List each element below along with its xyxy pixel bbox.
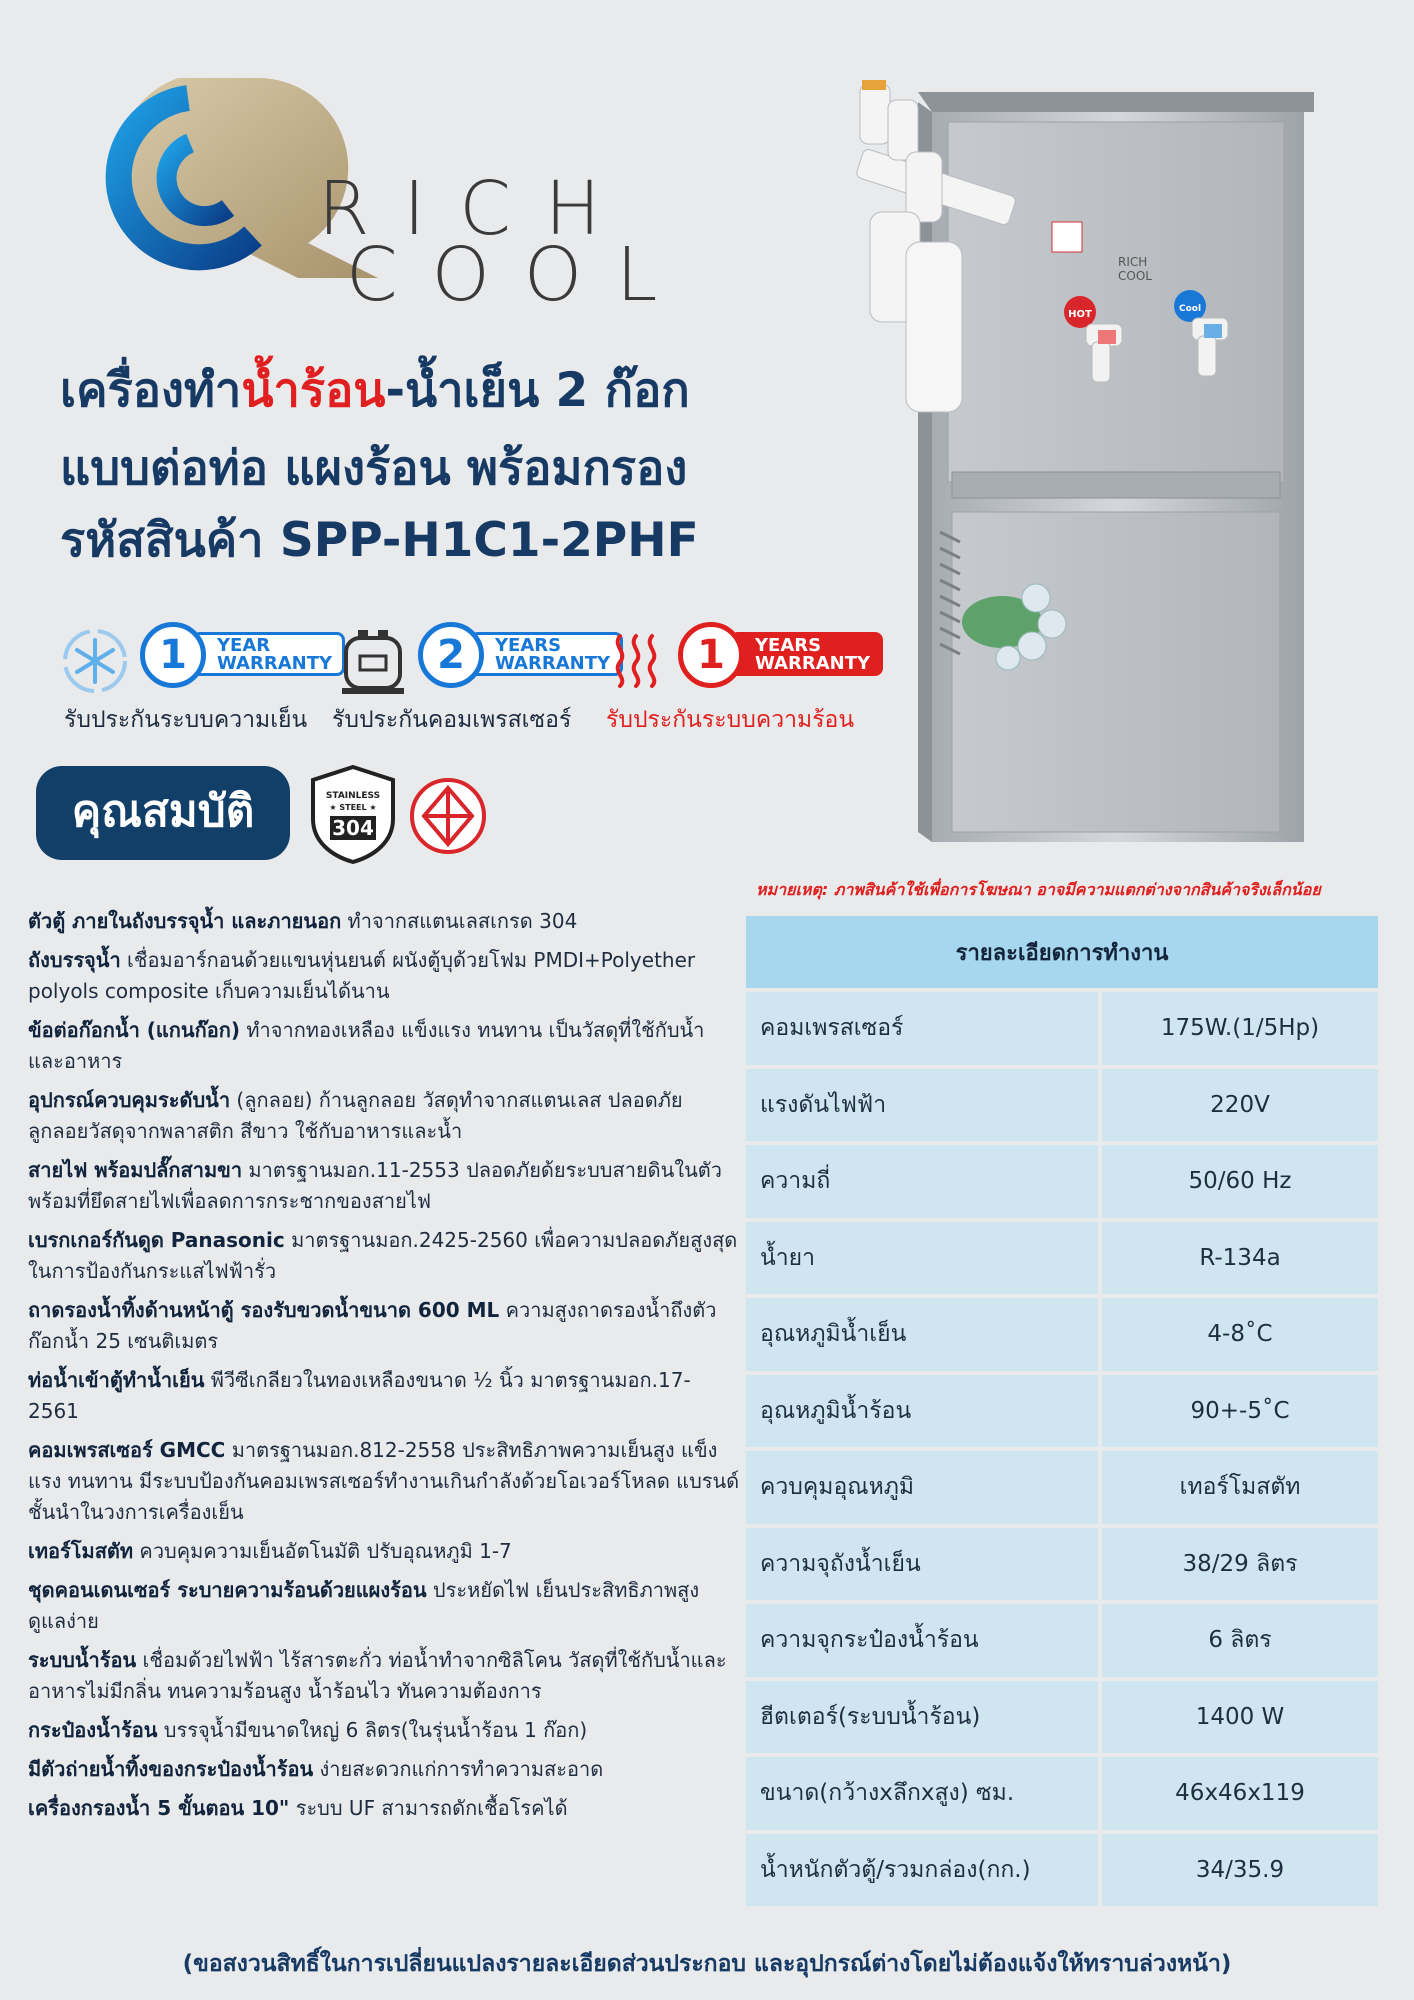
spec-label: อุณหภูมิน้ำร้อน	[746, 1375, 1098, 1448]
feature-heading: ข้อต่อก๊อกน้ำ (แกนก๊อก)	[28, 1018, 240, 1042]
spec-value: R-134a	[1102, 1222, 1378, 1295]
spec-label: คอมเพรสเซอร์	[746, 992, 1098, 1065]
warranty-caption-cooling: รับประกันระบบความเย็น	[64, 707, 308, 733]
feature-heading: เครื่องกรองน้ำ 5 ขั้นตอน 10"	[28, 1796, 290, 1820]
svg-text:★ STEEL ★: ★ STEEL ★	[329, 803, 377, 812]
spec-row	[746, 1681, 1378, 1754]
feature-text: เชื่อมด้วยไฟฟ้า ไร้สารตะกั่ว ท่อน้ำทำจากซิลิโคน วัสดุที่ใช้กับน้ำและอาหารไม่มีกลิ่น ทนความร้อนสูง น้ำร้อนไว ทันความต้องการ	[28, 1648, 727, 1703]
feature-heading: เทอร์โมสตัท	[28, 1539, 134, 1563]
spec-row	[746, 1451, 1378, 1524]
spec-table	[742, 912, 1382, 1910]
feature-item	[28, 1155, 740, 1217]
stainless-steel-304-badge	[308, 764, 398, 864]
feature-text: ระบบ UF สามารถดักเชื้อโรคได้	[289, 1796, 568, 1820]
feature-item	[28, 1435, 740, 1528]
title-highlight: น้ำร้อน	[241, 363, 386, 418]
feature-text: มาตรฐานมอก.11-2553 ปลอดภัยด้ยระบบสายดินในตัว พร้อมที่ยึดสายไฟเพื่อลดการกระชากของสายไฟ	[28, 1158, 722, 1213]
feature-heading: เบรกเกอร์กันดูด Panasonic	[28, 1228, 285, 1252]
section-title-features: คุณสมบัติ	[36, 766, 290, 860]
feature-text: (ลูกลอย) ก้านลูกลอย วัสดุทำจากสแตนเลส ปลอดภัย ลูกลอยวัสดุจากพลาสติก สีขาว ใช้กับอาหารและน้ำ	[28, 1088, 683, 1143]
spec-row	[746, 1375, 1378, 1448]
feature-item	[28, 1575, 740, 1637]
feature-heading: ถาดรองน้ำทิ้งด้านหน้าตู้ รองรับขวดน้ำขนาด 600 ML	[28, 1298, 500, 1322]
warranty-heating	[606, 620, 871, 733]
footer-disclaimer: (ขอสงวนสิทธิ์ในการเปลี่ยนแปลงรายละเอียดส่วนประกอบ และอุปกรณ์ต่างโดยไม่ต้องแจ้งให้ทราบล่วงหน้า)	[182, 1951, 1232, 1977]
feature-heading: กระป๋องน้ำร้อน	[28, 1718, 158, 1742]
warranty-compressor	[332, 620, 611, 733]
product-title-line-1: เครื่องทำน้ำร้อน-น้ำเย็น 2 ก๊อก	[60, 363, 690, 418]
heat-icon	[606, 628, 666, 694]
svg-text:RICH: RICH	[1118, 255, 1148, 269]
spec-value: 46x46x119	[1102, 1757, 1378, 1830]
spec-label: ความจุถังน้ำเย็น	[746, 1528, 1098, 1601]
feature-item	[28, 906, 740, 937]
feature-text: ทำจากทองเหลือง แข็งแรง ทนทาน เป็นวัสดุที่ใช้กับน้ำและอาหาร	[28, 1018, 705, 1073]
spec-value: 4-8˚C	[1102, 1298, 1378, 1371]
feature-heading: อุปกรณ์ควบคุมระดับน้ำ	[28, 1088, 231, 1112]
feature-heading: สายไฟ พร้อมปลั๊กสามขา	[28, 1158, 243, 1182]
feature-text: มาตรฐานมอก.2425-2560 เพื่อความปลอดภัยสูงสุดในการป้องกันกระแสไฟฟ้ารั่ว	[28, 1228, 738, 1283]
feature-heading: ถังบรรจุน้ำ	[28, 948, 121, 972]
warranty-badge-1: YEAR WARRANTY 1	[140, 628, 310, 682]
feature-heading: มีตัวถ่ายน้ำทิ้งของกระป๋องน้ำร้อน	[28, 1757, 314, 1781]
svg-text:HOT: HOT	[1068, 309, 1092, 320]
spec-label: น้ำยา	[746, 1222, 1098, 1295]
feature-text: ความสูงถาดรองน้ำถึงตัวก๊อกน้ำ 25 เซนติเมตร	[28, 1298, 717, 1353]
feature-item	[28, 1015, 740, 1077]
warranty-caption-heating: รับประกันระบบความร้อน	[606, 707, 855, 733]
brand-name-rich: RICH	[318, 166, 635, 252]
feature-item	[28, 945, 740, 1007]
feature-item	[28, 1645, 740, 1707]
spec-row	[746, 1528, 1378, 1601]
feature-text: ทำจากสแตนเลสเกรด 304	[341, 909, 578, 933]
feature-list	[28, 906, 740, 1832]
feature-text: มาตรฐานมอก.812-2558 ประสิทธิภาพความเย็นสูง แข็งแรง ทนทาน มีระบบป้องกันคอมเพรสเซอร์ทำงานเกินกำลังด้วยโอเวอร์โหลด แบรนด์ชั้นนำในวงการเครื่องเย็น	[28, 1438, 740, 1524]
disclaimer-note: หมายเหตุ: ภาพสินค้าใช้เพื่อการโฆษณา อาจมีความแตกต่างจากสินค้าจริงเล็กน้อย	[756, 880, 1321, 899]
svg-text:STAINLESS: STAINLESS	[325, 791, 381, 801]
spec-value: 220V	[1102, 1069, 1378, 1142]
spec-table-header: รายละเอียดการทำงาน	[746, 916, 1378, 988]
water-dispenser-image	[836, 72, 1332, 852]
feature-item	[28, 1754, 740, 1785]
spec-value: เทอร์โมสตัท	[1102, 1451, 1378, 1524]
feature-item	[28, 1225, 740, 1287]
feature-heading: ท่อน้ำเข้าตู้ทำน้ำเย็น	[28, 1368, 205, 1392]
warranty-cooling	[60, 620, 333, 733]
spec-value: 175W.(1/5Hp)	[1102, 992, 1378, 1065]
spec-row	[746, 1298, 1378, 1371]
feature-item	[28, 1715, 740, 1746]
feature-text: ง่ายสะดวกแก่การทำความสะอาด	[313, 1757, 604, 1781]
compressor-icon	[338, 624, 408, 700]
spec-label: อุณหภูมิน้ำเย็น	[746, 1298, 1098, 1371]
snowflake-icon	[60, 626, 130, 696]
feature-text: บรรจุน้ำมีขนาดใหญ่ 6 ลิตร(ในรุ่นน้ำร้อน 1 ก๊อก)	[157, 1718, 588, 1742]
feature-item	[28, 1536, 740, 1567]
spec-label: ความจุกระป๋องน้ำร้อน	[746, 1604, 1098, 1677]
spec-label: ขนาด(กว้างxลึกxสูง) ซม.	[746, 1757, 1098, 1830]
product-code: รหัสสินค้า SPP-H1C1-2PHF	[60, 513, 699, 568]
spec-row	[746, 1222, 1378, 1295]
feature-text: ประหยัดไฟ เย็นประสิทธิภาพสูง ดูแลง่าย	[28, 1578, 700, 1633]
feature-text: พีวีซีเกลียวในทองเหลืองขนาด ½ นิ้ว มาตรฐานมอก.17-2561	[28, 1368, 691, 1423]
feature-item	[28, 1793, 740, 1824]
feature-item	[28, 1085, 740, 1147]
warranty-badge-3: YEARS WARRANTY 1	[678, 628, 860, 682]
warranty-caption-compressor: รับประกันคอมเพรสเซอร์	[332, 707, 572, 733]
spec-row	[746, 1069, 1378, 1142]
warranty-badge-2: YEARS WARRANTY 2	[418, 628, 598, 682]
feature-heading: ชุดคอนเดนเซอร์ ระบายความร้อนด้วยแผงร้อน	[28, 1578, 427, 1602]
spec-label: ฮีตเตอร์(ระบบน้ำร้อน)	[746, 1681, 1098, 1754]
feature-heading: ระบบน้ำร้อน	[28, 1648, 137, 1672]
svg-text:Cool: Cool	[1178, 304, 1202, 314]
feature-text: เชื่อมอาร์กอนด้วยแขนหุ่นยนต์ ผนังตู้บุด้วยโฟม PMDI+Polyether polyols composite เก็บความเย็นได้นาน	[28, 948, 696, 1003]
product-title-line-2: แบบต่อท่อ แผงร้อน พร้อมกรอง	[60, 441, 688, 496]
spec-label: น้ำหนักตัวตู้/รวมกล่อง(กก.)	[746, 1834, 1098, 1907]
feature-item	[28, 1295, 740, 1357]
feature-text: ควบคุมความเย็นอัตโนมัติ ปรับอุณหภูมิ 1-7	[133, 1539, 512, 1563]
spec-label: ความถี่	[746, 1145, 1098, 1218]
svg-text:COOL: COOL	[1118, 269, 1152, 283]
spec-row	[746, 992, 1378, 1065]
spec-value: 34/35.9	[1102, 1834, 1378, 1907]
brand-name-cool: COOL	[346, 232, 692, 318]
feature-heading: คอมเพรสเซอร์ GMCC	[28, 1438, 226, 1462]
spec-row	[746, 1834, 1378, 1907]
spec-value: 90+-5˚C	[1102, 1375, 1378, 1448]
feature-item	[28, 1365, 740, 1427]
spec-label: ควบคุมอุณหภูมิ	[746, 1451, 1098, 1524]
spec-value: 1400 W	[1102, 1681, 1378, 1754]
tis-standard-mark-icon	[408, 776, 488, 856]
spec-row	[746, 1145, 1378, 1218]
spec-value: 6 ลิตร	[1102, 1604, 1378, 1677]
svg-text:304: 304	[332, 816, 374, 840]
spec-value: 50/60 Hz	[1102, 1145, 1378, 1218]
spec-label: แรงดันไฟฟ้า	[746, 1069, 1098, 1142]
feature-heading: ตัวตู้ ภายในถังบรรจุน้ำ และภายนอก	[28, 909, 342, 933]
spec-value: 38/29 ลิตร	[1102, 1528, 1378, 1601]
spec-row	[746, 1757, 1378, 1830]
spec-row	[746, 1604, 1378, 1677]
